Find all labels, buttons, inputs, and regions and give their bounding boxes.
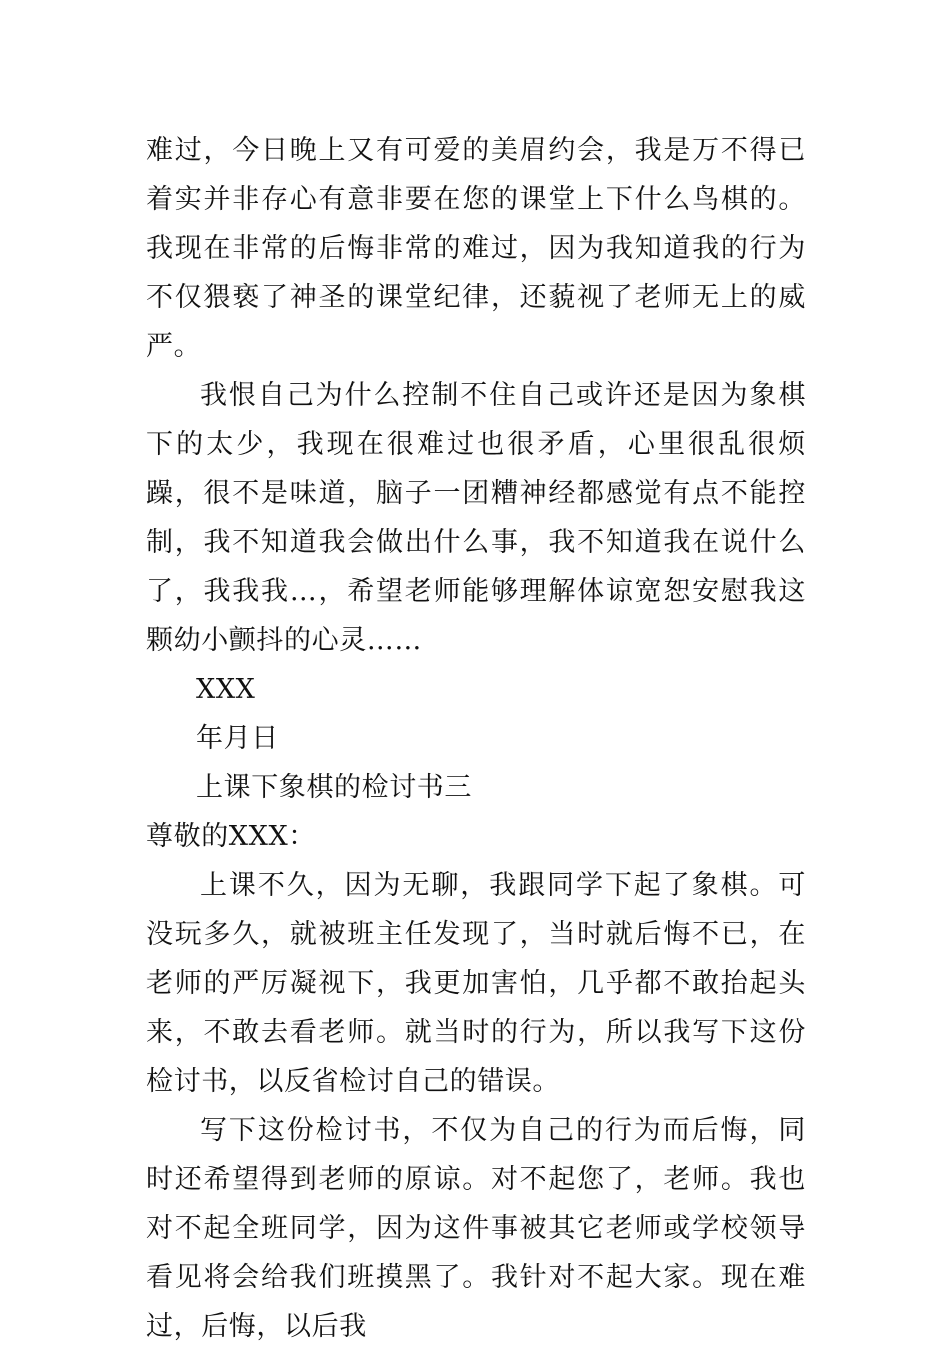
paragraph-continuation: 难过，今日晚上又有可爱的美眉约会，我是万不得已着实并非存心有意非要在您的课堂上下什么鸟棋的。我现在非常的后悔非常的难过，因为我知道我的行为不仅猥亵了神圣的课堂纪律，还藐视了老师无上的威严。	[146, 135, 806, 362]
signature: XXX	[196, 674, 256, 705]
paragraph-apology: 写下这份检讨书，不仅为自己的行为而后悔，同时还希望得到老师的原谅。对不起您了，老师。我也对不起全班同学，因为这件事被其它老师或学校领导看见将会给我们班摸黑了。我针对不起大家。现在难过，后悔，以后我	[146, 1115, 806, 1342]
paragraph-regret: 我恨自己为什么控制不住自己或许还是因为象棋下的太少，我现在很难过也很矛盾，心里很乱很烦躁，很不是味道，脑子一团糟神经都感觉有点不能控制，我不知道我会做出什么事，我不知道我在说什么了，我我我…，希望老师能够理解体谅宽恕安慰我这颗幼小颤抖的心灵……	[146, 380, 806, 656]
paragraph-incident: 上课不久，因为无聊，我跟同学下起了象棋。可没玩多久，就被班主任发现了，当时就后悔不已，在老师的严厉凝视下，我更加害怕，几乎都不敢抬起头来，不敢去看老师。就当时的行为，所以我写下这份检讨书，以反省检讨自己的错误。	[146, 870, 806, 1097]
document-body	[146, 126, 806, 1351]
section-title: 上课下象棋的检讨书三	[196, 772, 472, 803]
salutation: 尊敬的XXX：	[146, 821, 316, 852]
date-line: 年月日	[196, 723, 279, 754]
